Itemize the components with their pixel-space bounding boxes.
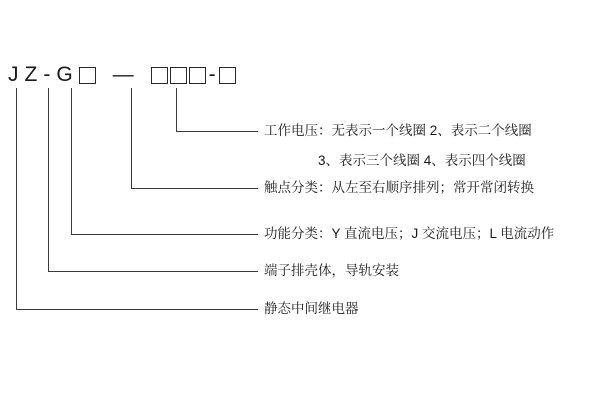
leader-vline-relay-type [16,88,17,310]
annotation-working-voltage-line2: 3、表示三个线圈 4、表示四个线圈 [318,153,526,168]
annotation-contact-classification: 触点分类：从左至右顺序排列；常开常闭转换 [264,180,534,195]
leader-vline-terminal [48,88,49,272]
annotation-function-classification: 功能分类：Y 直流电压；J 交流电压；L 电流动作 [264,226,555,241]
leader-hline-relay-type [16,309,258,310]
leader-vline-working-voltage [176,88,177,132]
leader-hline-function [71,234,258,235]
leader-hline-terminal [48,271,258,272]
code-box-voltage [219,67,236,84]
code-box-contact-2 [170,67,187,84]
code-char-g: G [56,63,73,86]
model-code [8,62,237,88]
code-box-contact-3 [189,67,206,84]
code-dash-2: - [208,63,216,86]
code-box-function [79,67,96,84]
annotation-terminal-housing: 端子排壳体，导轨安装 [264,263,399,278]
code-dash-1: — [112,63,134,86]
leader-hline-contact [131,188,258,189]
leader-hline-working-voltage [176,131,258,132]
code-char-j: J [8,63,19,86]
code-hyphen: - [43,63,51,86]
leader-vline-function [71,88,72,235]
annotation-relay-type: 静态中间继电器 [264,301,359,316]
code-char-z: Z [24,63,38,86]
leader-vline-contact [131,88,132,189]
annotation-working-voltage-line1: 工作电压：无表示一个线圈 2、表示二个线圈 [264,123,532,138]
code-box-contact-1 [151,67,168,84]
